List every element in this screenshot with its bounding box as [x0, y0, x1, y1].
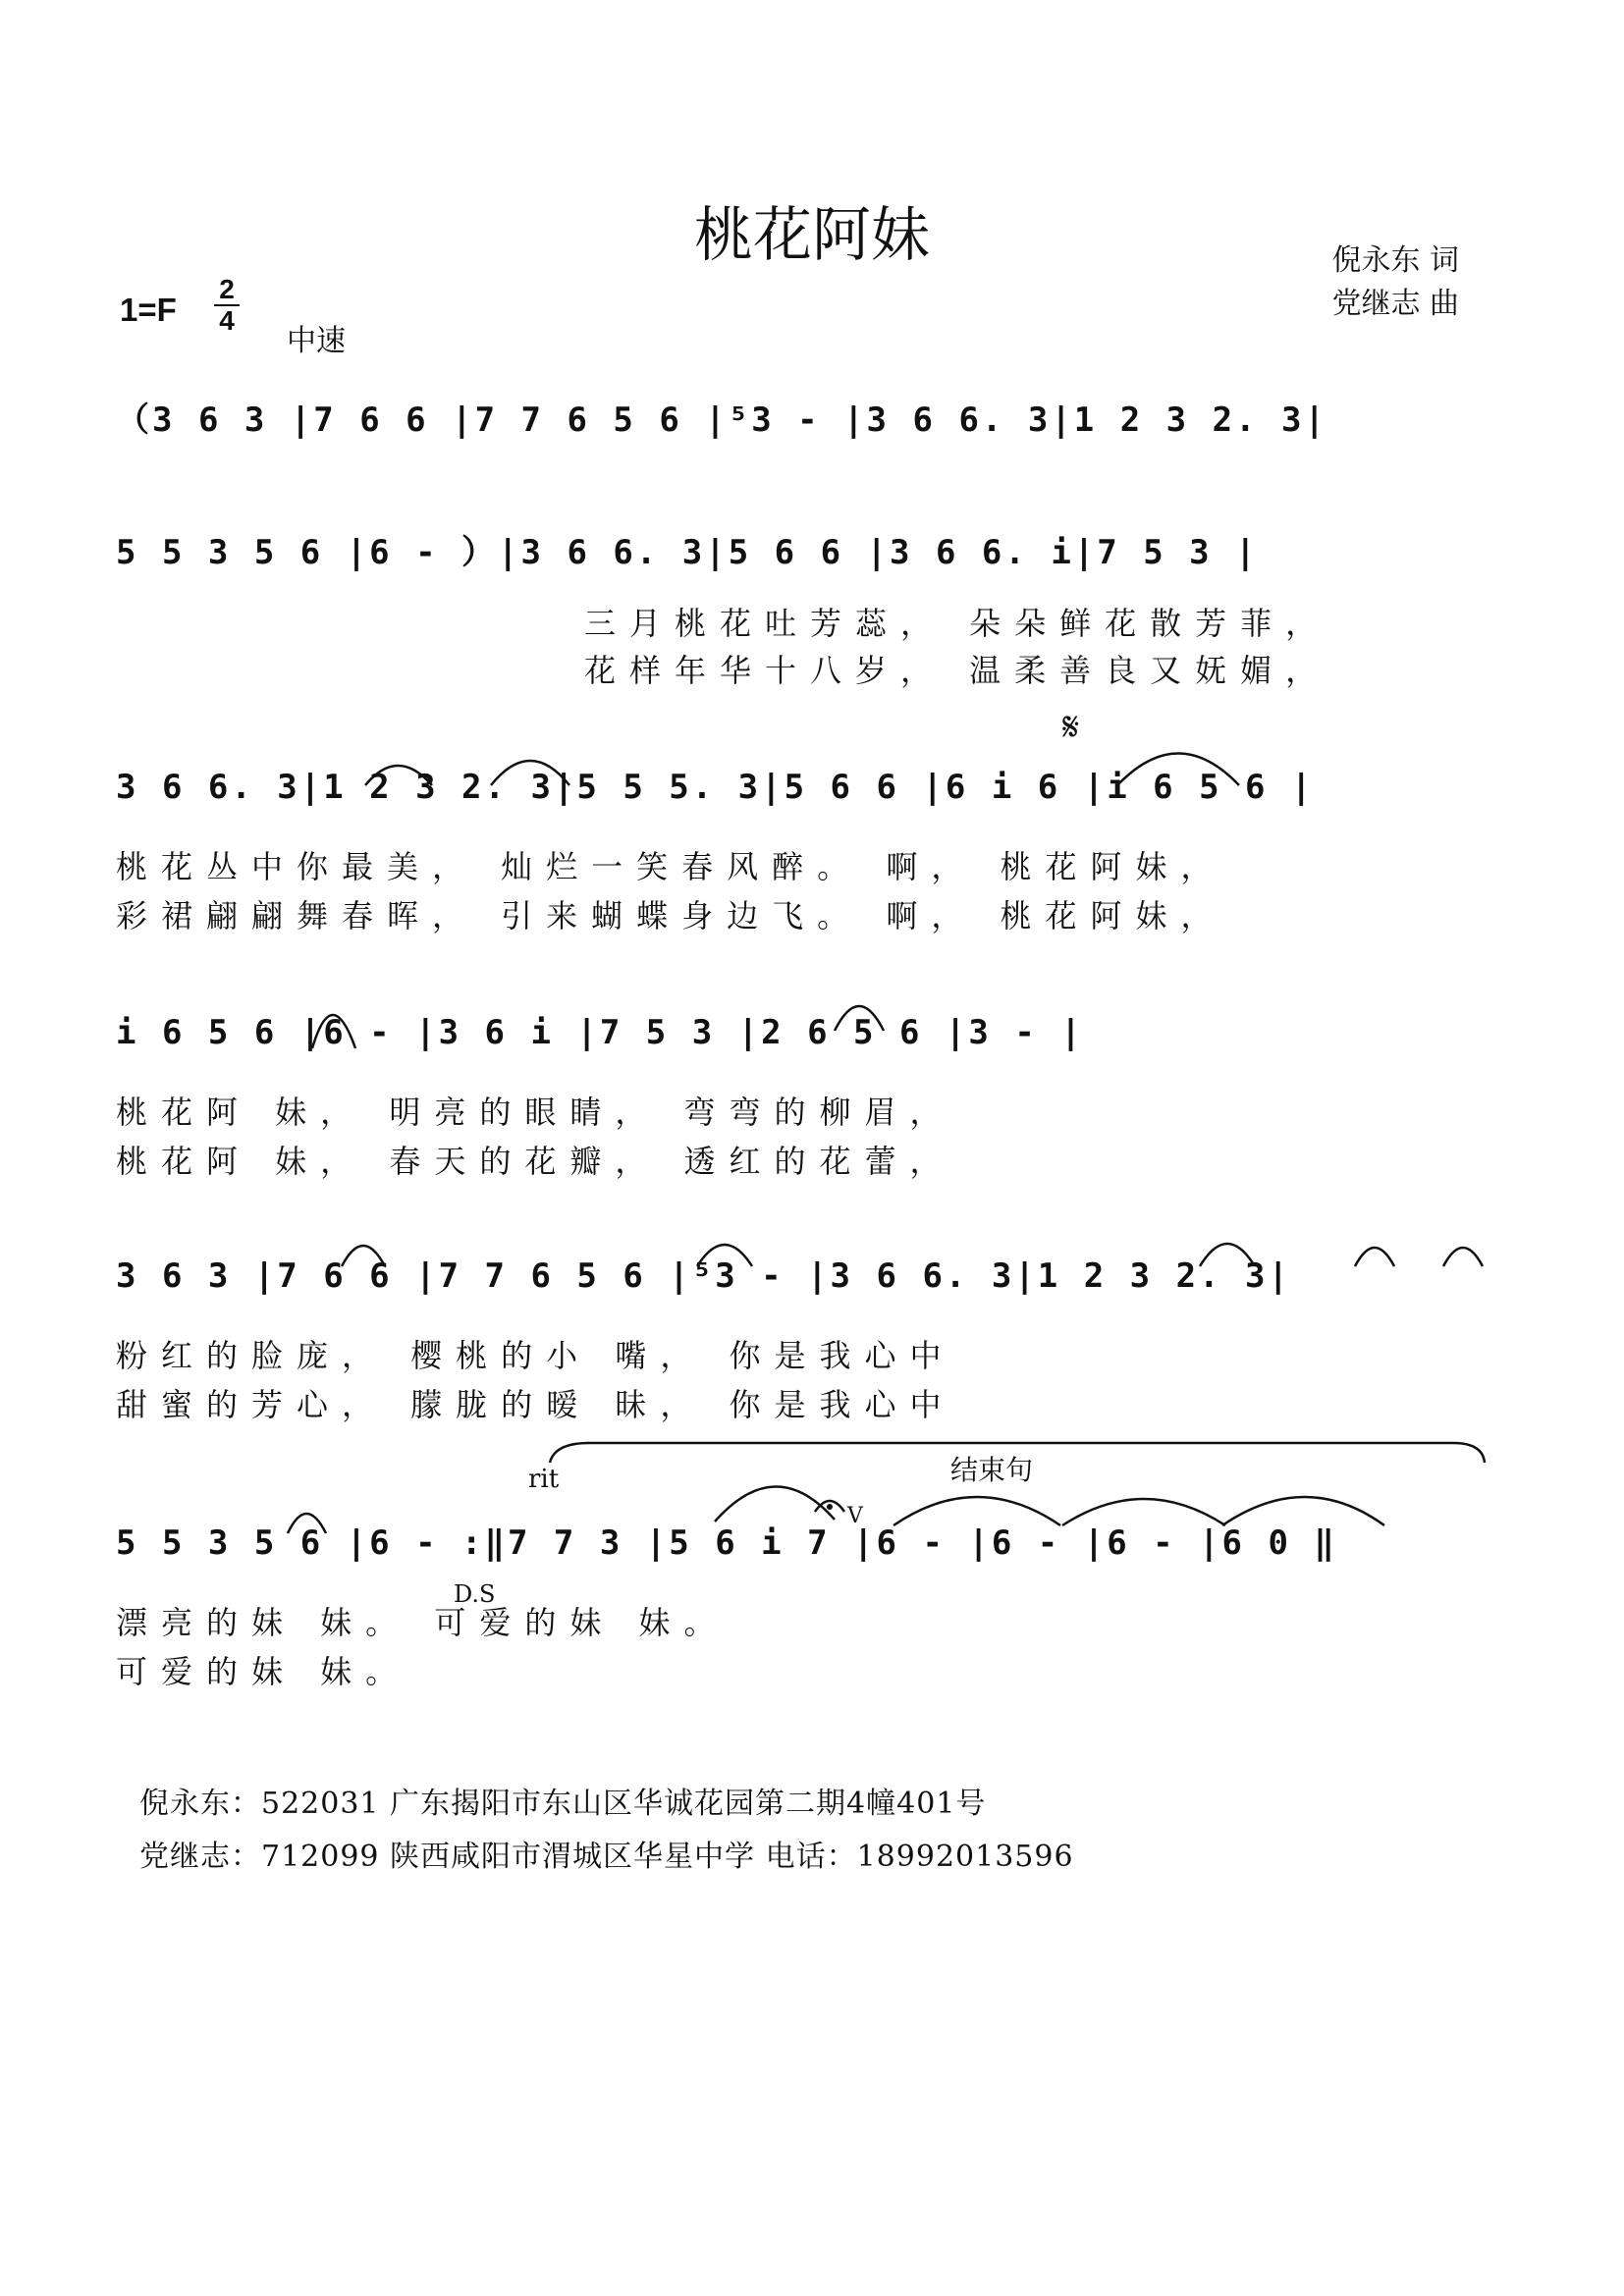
lyric-line-5-verse-1: 粉红的脸庞， 樱桃的小 嘴， 你是我心中: [116, 1337, 955, 1374]
lyric-line-3-verse-2: 彩裙翩翩舞春晖， 引来蝴蝶身边飞。 啊， 桃花阿妹，: [116, 897, 1226, 934]
rit-marking: rit: [528, 1465, 560, 1494]
lyric-line-3-verse-1: 桃花丛中你最美， 灿烂一笑春风醉。 啊， 桃花阿妹，: [116, 848, 1226, 885]
address-composer: 党继志：712099 陕西咸阳市渭城区华星中学 电话：18992013596: [139, 1840, 1074, 1874]
score-line-2: 5 5 3 5 6 |6 - ）|3 6 6. 3|5 6 6 |3 6 6. i|7 5 3 |: [116, 533, 1259, 572]
lyric-line-4-verse-2: 桃花阿 妹， 春天的花瓣， 透红的花蕾，: [116, 1143, 955, 1180]
tempo-marking: 中速: [287, 324, 346, 358]
lyricist-credit: 倪永东 词: [1331, 243, 1459, 278]
lyric-line-4-verse-1: 桃花阿 妹， 明亮的眼睛， 弯弯的柳眉，: [116, 1094, 955, 1131]
score-line-4: i 6 5 6 |6 - |3 6 i |7 5 3 |2 6 5 6 |3 - |: [116, 1013, 1084, 1052]
lyric-line-6-verse-2: 可爱的妹 妹。: [116, 1653, 411, 1690]
score-line-3: 3 6 6. 3|1 2 3 2. 3|5 5 5. 3|5 6 6 |6 i 6 |i 6 5 6 |: [116, 768, 1315, 807]
composer-credit: 党继志 曲: [1331, 287, 1459, 321]
song-title: 桃花阿妹: [694, 201, 930, 270]
score-line-5: 3 6 3 |7 6 6 |7 7 6 5 6 |⁵3 - |3 6 6. 3|1 2 3 2. 3|: [116, 1256, 1291, 1296]
lyric-line-2-verse-1: 三月桃花吐芳蕊， 朵朵鲜花散芳菲，: [584, 605, 1331, 642]
coda-label: 结束句: [950, 1454, 1034, 1486]
key-signature: 1=F: [120, 292, 177, 328]
lyric-line-6-verse-1: 漂亮的妹 妹。 可爱的妹 妹。: [116, 1604, 730, 1641]
ds-marking: D.S: [454, 1580, 496, 1608]
lyric-line-2-verse-2: 花样年华十八岁， 温柔善良又妩媚，: [584, 652, 1331, 689]
breath-mark: V: [847, 1504, 863, 1528]
time-signature-top: 2: [214, 275, 240, 306]
time-signature-bottom: 4: [219, 305, 235, 336]
segno-sign: 𝄋: [1062, 705, 1080, 750]
score-line-1: （3 6 3 |7 6 6 |7 7 6 5 6 |⁵3 - |3 6 6. 3|1 2 3 2. 3|: [116, 400, 1327, 440]
address-lyricist: 倪永东：522031 广东揭阳市东山区华诚花园第二期4幢401号: [139, 1787, 987, 1821]
score-line-6: 5 5 3 5 6 |6 - :‖7 7 3 |5 6 i 7 |6 - |6 - |6 - |6 0 ‖: [116, 1523, 1337, 1563]
lyric-line-5-verse-2: 甜蜜的芳心， 朦胧的暧 昧， 你是我心中: [116, 1386, 955, 1423]
